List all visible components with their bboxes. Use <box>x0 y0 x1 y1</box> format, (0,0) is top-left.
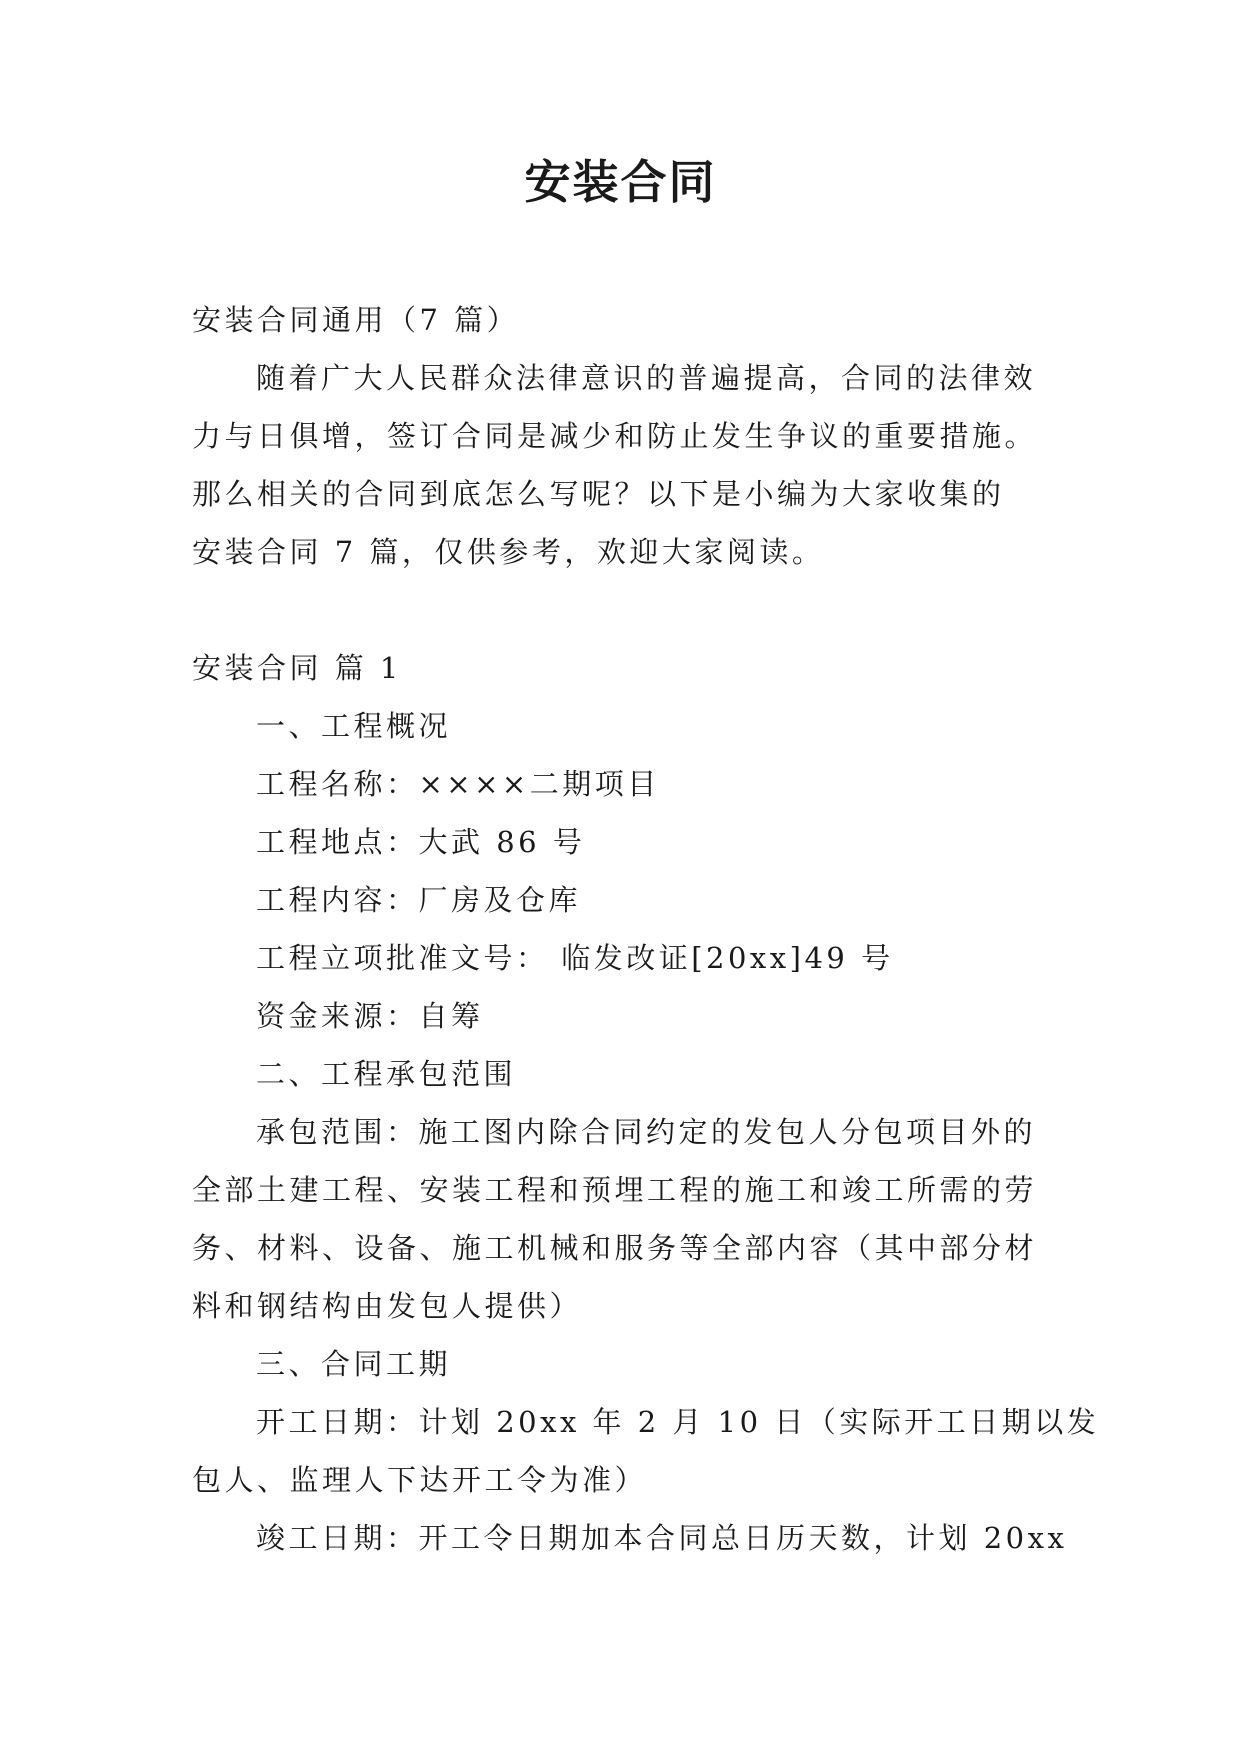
body-line: 料和钢结构由发包人提供） <box>192 1289 583 1323</box>
document-title: 安装合同 <box>524 155 717 209</box>
body-line: 竣工日期：开工令日期加本合同总日历天数，计划 20xx <box>256 1521 1068 1555</box>
body-line: 工程地点：大武 86 号 <box>256 825 586 859</box>
body-line: 全部土建工程、安装工程和预埋工程的施工和竣工所需的劳 <box>192 1173 1038 1207</box>
body-line: 工程内容：厂房及仓库 <box>256 883 582 917</box>
section-heading: 二、工程承包范围 <box>256 1057 517 1091</box>
intro-paragraph-line: 力与日俱增，签订合同是减少和防止发生争议的重要措施。 <box>192 419 1038 453</box>
body-line: 承包范围：施工图内除合同约定的发包人分包项目外的 <box>256 1115 1037 1149</box>
section-heading: 一、工程概况 <box>256 709 452 743</box>
intro-paragraph-line: 安装合同 7 篇，仅供参考，欢迎大家阅读。 <box>192 535 825 569</box>
body-line: 工程名称：××××二期项目 <box>256 767 660 801</box>
intro-paragraph-line: 那么相关的合同到底怎么写呢？以下是小编为大家收集的 <box>192 477 1005 511</box>
body-line: 工程立项批准文号： 临发改证[20xx]49 号 <box>256 941 894 975</box>
body-line: 资金来源：自筹 <box>256 999 484 1033</box>
collection-heading: 安装合同通用（7 篇） <box>192 303 520 337</box>
section-heading: 三、合同工期 <box>256 1347 452 1381</box>
body-line: 包人、监理人下达开工令为准） <box>192 1463 648 1497</box>
body-line: 务、材料、设备、施工机械和服务等全部内容（其中部分材 <box>192 1231 1038 1265</box>
chapter-heading: 安装合同 篇 1 <box>192 651 402 685</box>
body-line: 开工日期：计划 20xx 年 2 月 10 日（实际开工日期以发 <box>256 1405 1100 1439</box>
intro-paragraph-line: 随着广大人民群众法律意识的普遍提高，合同的法律效 <box>256 361 1037 395</box>
